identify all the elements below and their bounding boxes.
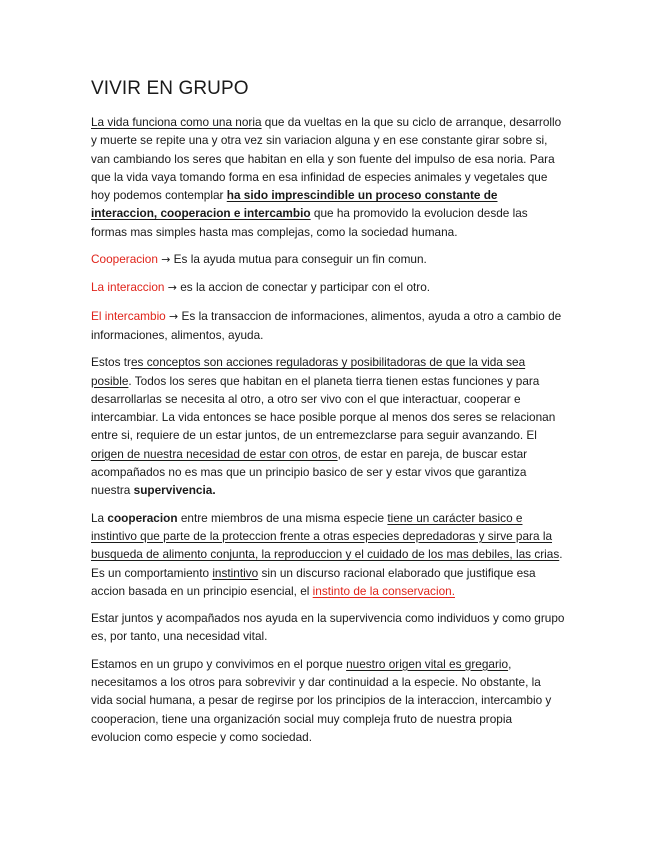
definition-intercambio: [91, 307, 565, 345]
document-title: VIVIR EN GRUPO: [91, 78, 249, 99]
paragraph-cooperacion: [91, 509, 565, 600]
text-run: que da vueltas en la que su ciclo de arranque, desarrollo y muerte se repite una y otra vez sin variacion alguna y en ese constante girar sobre si, van cambiando los seres que habitan en ella y son fuente del impulso de esa noria. Para que la vida vaya tomando forma en esa infinidad de especies animales y vegetales que hoy podemos contemplar: [91, 115, 562, 203]
paragraph-grupo: [91, 655, 565, 746]
paragraph-conceptos: [91, 353, 565, 499]
underlined-phrase: origen de nuestra necesidad de estar con otros: [91, 446, 338, 461]
bold-phrase: supervivencia.: [133, 483, 216, 498]
paragraph-juntos: Estar juntos y acompañados nos ayuda en la supervivencia como individuos y como grupo es, por tanto, una necesidad vital.: [91, 611, 565, 644]
term-cooperacion: Cooperacion: [91, 252, 158, 267]
arrow-right-icon: →: [169, 309, 179, 323]
definition-text: es la accion de conectar y participar con el otro.: [176, 280, 431, 295]
text-run: sin un discurso racional elaborado que justifique esa accion basada en un principio esencial, el: [91, 565, 536, 598]
underlined-phrase: instintivo: [212, 565, 259, 580]
text-run: La: [91, 510, 108, 525]
definition-cooperacion: [91, 250, 565, 269]
definition-text: Es la transaccion de informaciones, alimentos, ayuda a otro a cambio de informaciones, alimentos, ayuda.: [91, 308, 562, 342]
text-run: Estos tr: [91, 355, 131, 370]
arrow-right-icon: →: [167, 281, 177, 295]
underlined-phrase: es conceptos son acciones reguladoras y posibilitadoras de que la vida sea posible: [91, 355, 526, 388]
term-interaccion: La interaccion: [91, 280, 165, 295]
text-run: . Todos los seres que habitan en el planeta tierra tienen estas funciones y para desarrollarlas se necesita al otro, a otro ser vivo con el que interactuar, cooperar e intercambiar. La vida entonces se hace posible porque al menos dos seres se relacionan entre si, requiere de un estar juntos, de un entremezclarse para seguir avanzando. El: [91, 373, 556, 443]
definition-text: Es la ayuda mutua para conseguir un fin comun.: [170, 252, 427, 267]
underlined-phrase: tiene un carácter basico e instintivo que parte de la proteccion frente a otras especies depredadoras y sirve para la busqueda de alimento conjunta, la reproduccion y el cuidado de los mas debiles, las crias: [91, 510, 560, 562]
bold-underlined-phrase: ha sido imprescindible un proceso constante de interaccion, cooperacion e intercambio: [91, 188, 498, 221]
underlined-phrase: La vida funciona como una noria: [91, 115, 262, 129]
text-run: Estamos en un grupo y convivimos en el porque: [91, 656, 347, 671]
text-run: , de estar en pareja, de buscar estar acompañados no es mas que un principio basico de ser y estar vivos que garantiza nuestra: [91, 446, 528, 498]
text-run: entre miembros de una misma especie: [177, 510, 388, 525]
text-run: . Es un comportamiento: [91, 547, 563, 580]
text-run: , necesitamos a los otros para sobrevivir y dar continuidad a la especie. No obstante, la vida social humana, a pesar de regirse por los principios de la interaccion, intercambio y cooperacion, tiene una organización social muy compleja fruto de nuestra propia evolucion como especie y como sociedad.: [91, 656, 552, 744]
arrow-right-icon: →: [161, 253, 171, 267]
text-run: que ha promovido la evolucion desde las formas mas simples hasta mas complejas, como la sociedad humana.: [91, 206, 528, 239]
bold-phrase: cooperacion: [107, 510, 178, 525]
paragraph-intro: [91, 113, 565, 241]
term-intercambio: El intercambio: [91, 308, 166, 323]
definition-interaccion: [91, 278, 565, 297]
red-underlined-phrase: instinto de la conservacion.: [312, 583, 455, 598]
underlined-phrase: nuestro origen vital es gregario: [346, 656, 509, 671]
